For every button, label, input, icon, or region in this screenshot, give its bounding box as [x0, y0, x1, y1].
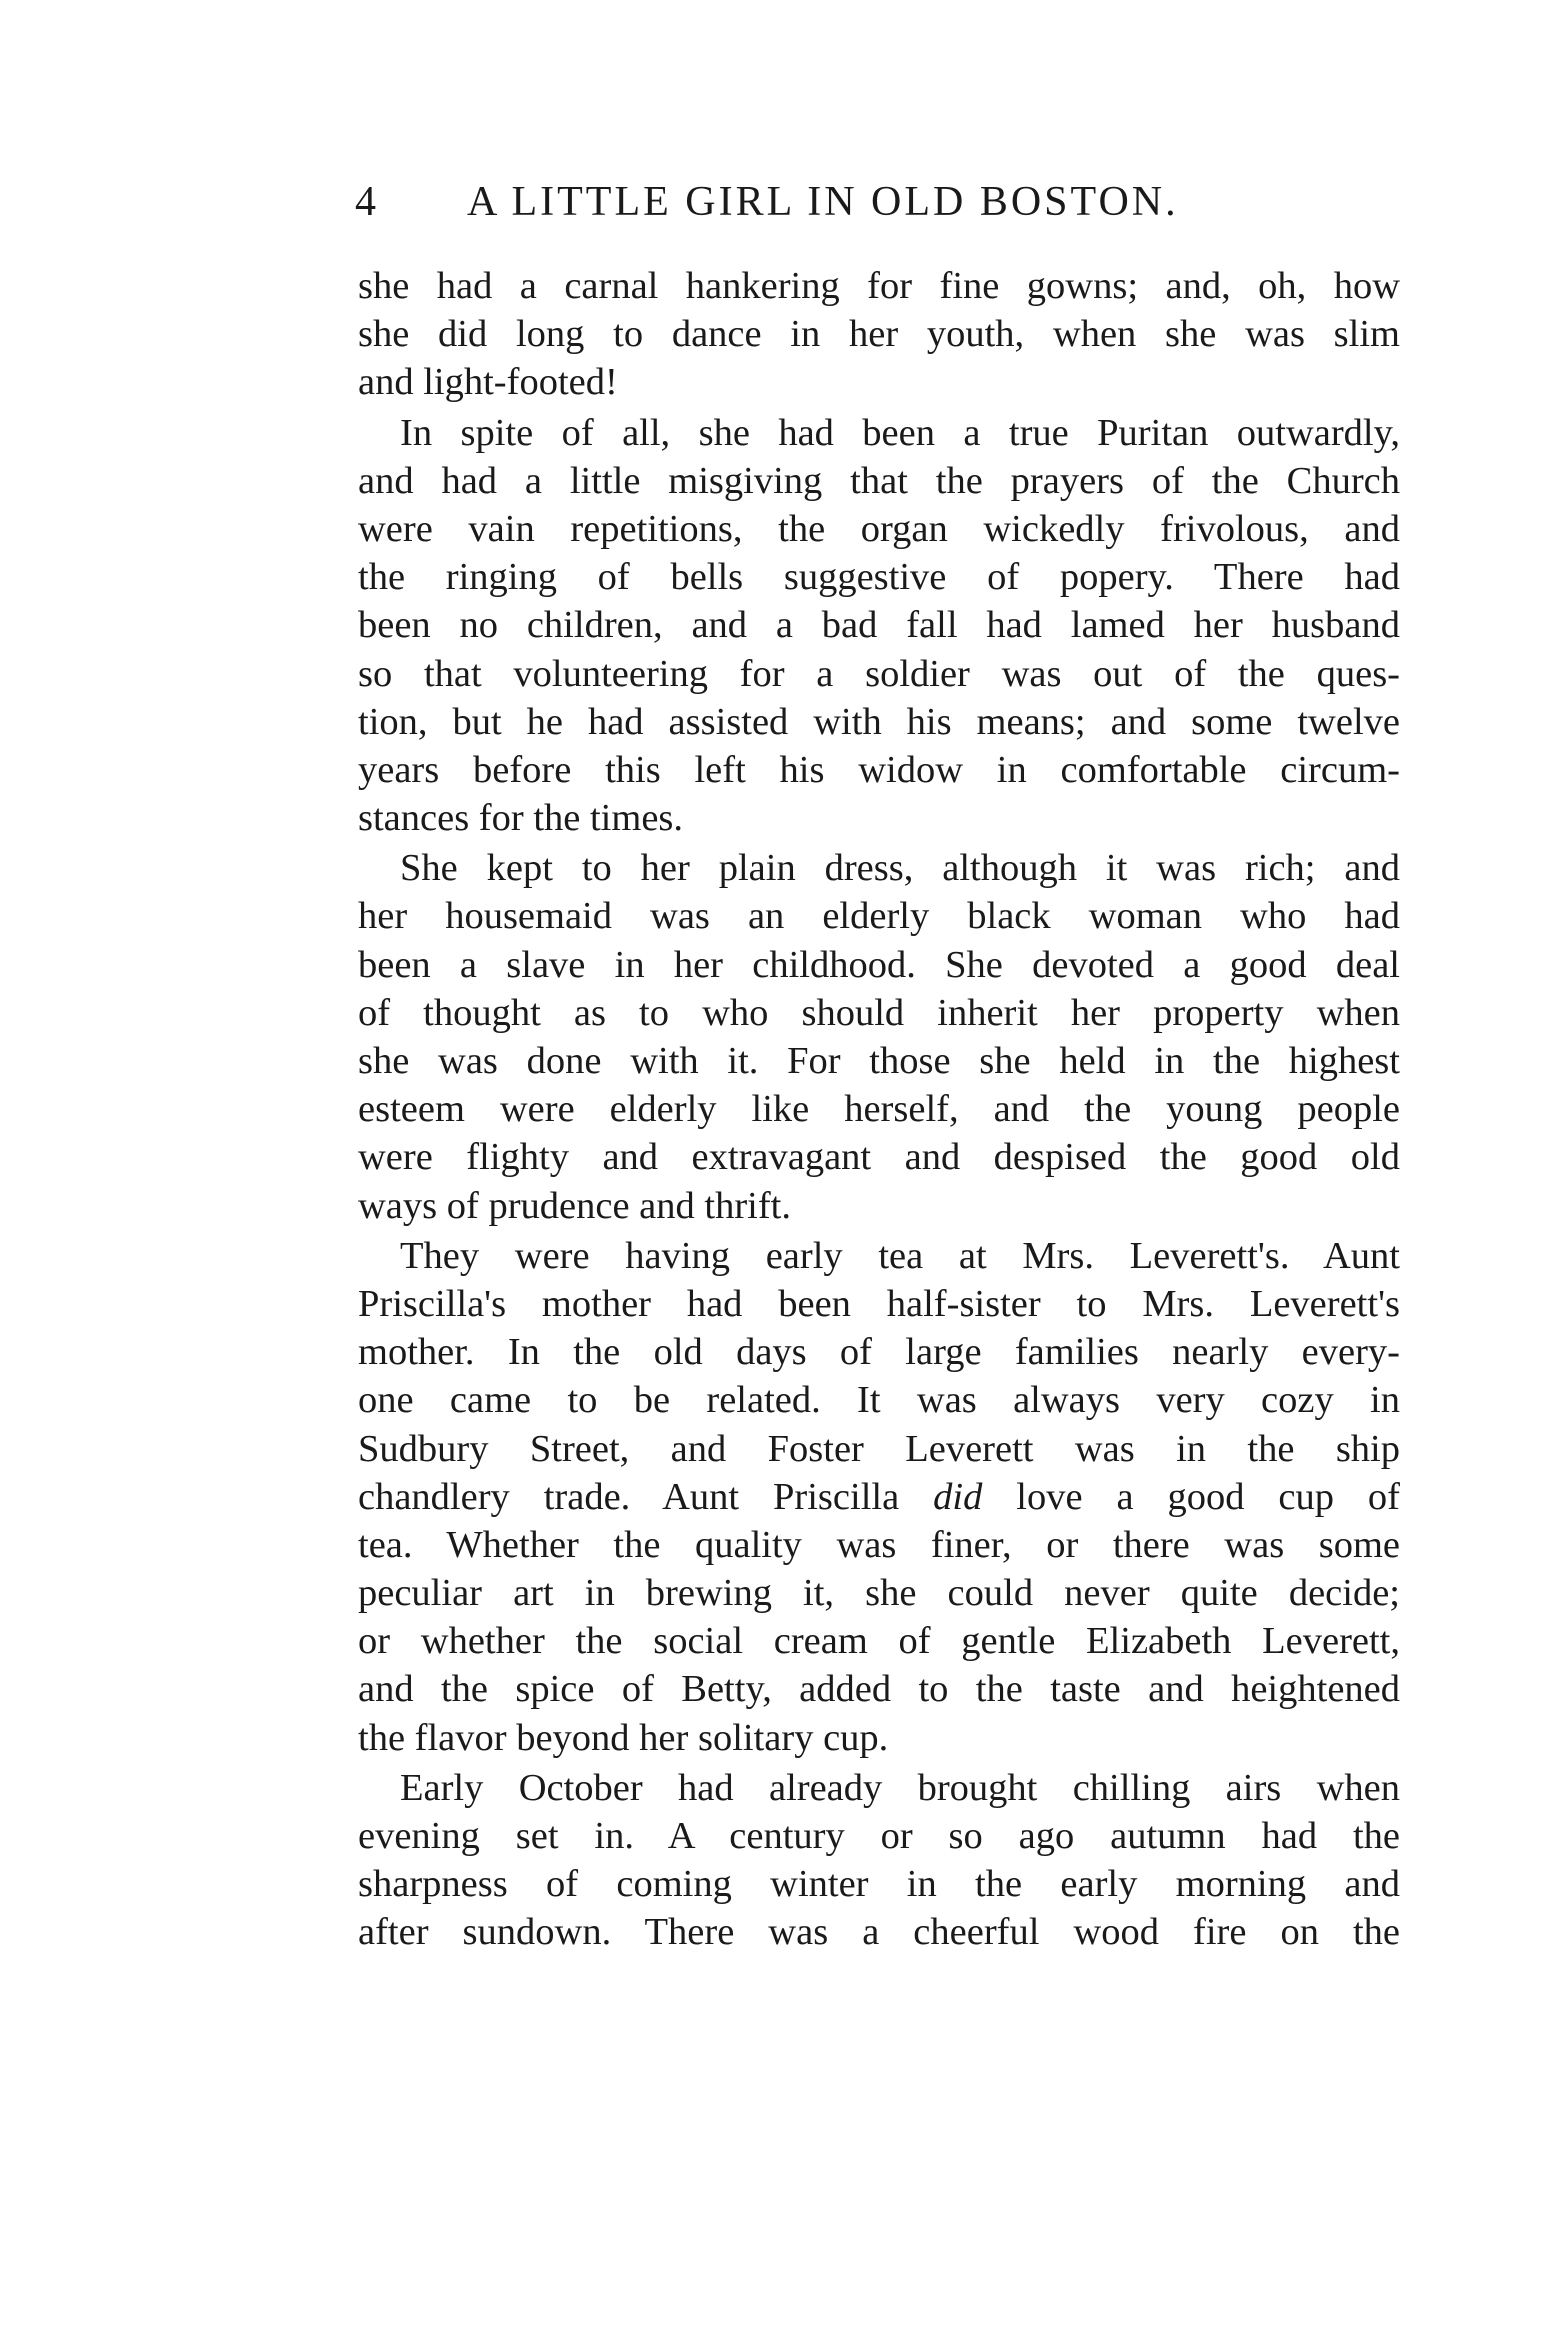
text-line: were vain repetitions, the organ wickedly frivolous, and	[358, 507, 1400, 550]
text-line: They were having early tea at Mrs. Leverett's. Aunt	[400, 1234, 1400, 1277]
text-line: mother. In the old days of large families nearly every-	[358, 1331, 1400, 1374]
text-line: after sundown. There was a cheerful wood fire on the	[358, 1911, 1400, 1954]
text-line: Sudbury Street, and Foster Leverett was in the ship	[358, 1427, 1400, 1470]
running-title: A LITTLE GIRL IN OLD BOSTON.	[467, 179, 1179, 225]
paragraph-4	[358, 1232, 1400, 1762]
paragraph-1	[358, 262, 1400, 407]
page-number: 4	[355, 179, 379, 225]
text-line: Early October had already brought chilling airs when	[400, 1766, 1400, 1809]
text-line: tea. Whether the quality was finer, or there was some	[358, 1523, 1400, 1566]
text-line: and had a little misgiving that the prayers of the Church	[358, 459, 1400, 502]
text-line: esteem were elderly like herself, and the young people	[358, 1088, 1400, 1131]
text-line: ways of prudence and thrift.	[358, 1184, 791, 1227]
text-line: been no children, and a bad fall had lamed her husband	[358, 604, 1400, 647]
text-line: the flavor beyond her solitary cup.	[358, 1716, 889, 1759]
text-line: and the spice of Betty, added to the taste and heightened	[358, 1668, 1400, 1711]
text-line: she was done with it. For those she held in the highest	[358, 1040, 1400, 1082]
text-line: Priscilla's mother had been half-sister to Mrs. Leverett's	[358, 1282, 1400, 1325]
text-line: evening set in. A century or so ago autumn had the	[358, 1815, 1400, 1857]
text-line: her housemaid was an elderly black woman who had	[358, 895, 1400, 938]
paragraph-2	[358, 409, 1400, 843]
text-line: and light-footed!	[358, 361, 618, 404]
text-line-with-emphasis	[358, 1473, 1400, 1521]
text-line: she did long to dance in her youth, when she was slim	[358, 313, 1400, 356]
text-line: years before this left his widow in comfortable circum-	[358, 748, 1400, 791]
text-line: so that volunteering for a soldier was out of the ques-	[358, 652, 1400, 695]
text-line: were flighty and extravagant and despised the good old	[358, 1136, 1400, 1179]
running-head	[355, 172, 1395, 232]
text-line: sharpness of coming winter in the early morning and	[358, 1863, 1400, 1906]
paragraph-5	[358, 1764, 1400, 1957]
text-line: peculiar art in brewing it, she could never quite decide;	[358, 1572, 1400, 1615]
text-line: She kept to her plain dress, although it was rich; and	[400, 847, 1400, 890]
text-line: of thought as to who should inherit her property when	[358, 991, 1400, 1034]
text-line: stances for the times.	[358, 797, 684, 840]
paragraph-3	[358, 844, 1400, 1230]
text-line: been a slave in her childhood. She devoted a good deal	[358, 943, 1400, 986]
text-line: the ringing of bells suggestive of popery. There had	[358, 556, 1400, 599]
text-line: one came to be related. It was always very cozy in	[358, 1379, 1400, 1422]
emphasis-word: did	[933, 1475, 983, 1518]
text-run: chandlery trade. Aunt Priscilla	[358, 1475, 934, 1518]
text-run: love a good cup of	[982, 1475, 1400, 1518]
text-line: In spite of all, she had been a true Puritan outwardly,	[400, 411, 1400, 454]
text-line: or whether the social cream of gentle Elizabeth Leverett,	[358, 1620, 1400, 1663]
text-line: she had a carnal hankering for fine gowns; and, oh, how	[358, 265, 1400, 307]
body-text	[358, 262, 1400, 1957]
text-line: tion, but he had assisted with his means; and some twelve	[358, 700, 1400, 743]
